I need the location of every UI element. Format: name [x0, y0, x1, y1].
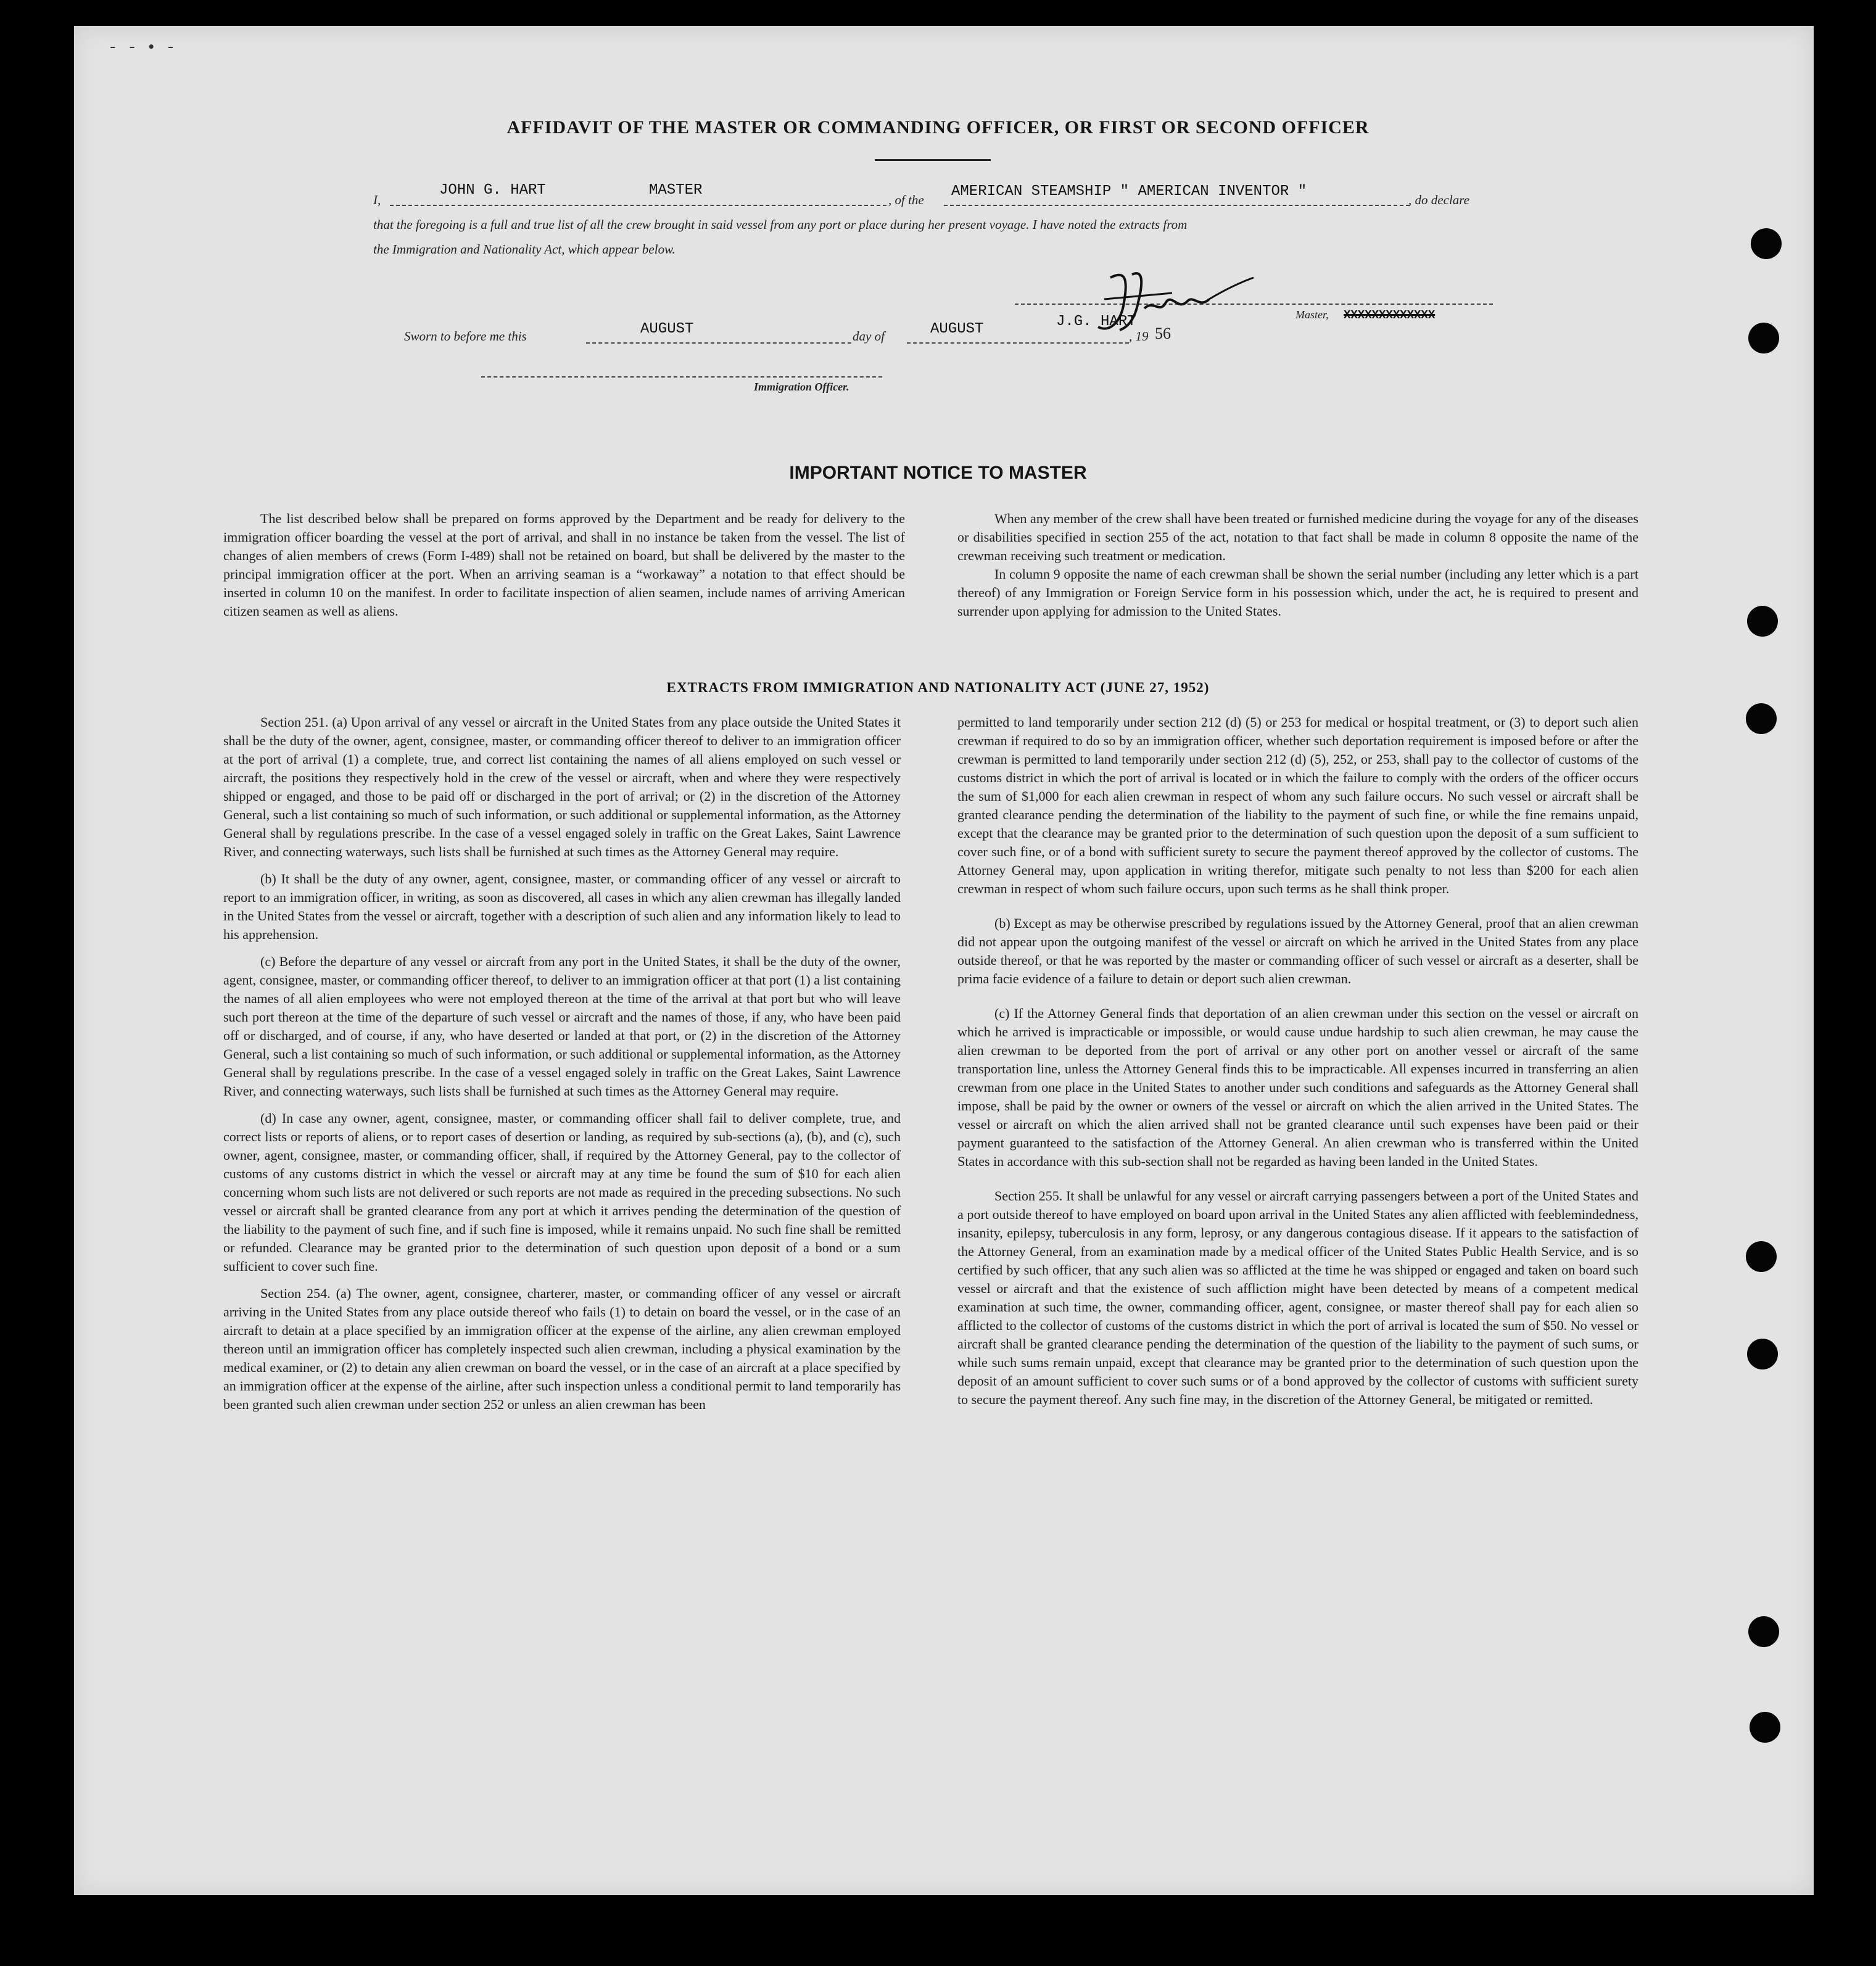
declaration-pronoun: I, [373, 192, 381, 207]
extract-section-255: Section 255. It shall be unlawful for any vessel or aircraft carrying passengers between a port of the United States and a port outside thereof to have employed on board upon arrival in the United States any alien afflicted with feeblemindedness, insanity, epilepsy, tuberculosis in any form, leprosy, or any dangerous contagious disease. If it appears to the satisfaction of the Attorney General, from an examination made by a medical officer of the United States Public Health Service, and is so certified by such officer, that any such alien was so afflicted at the time he was shipped or engaged and taken on board such vessel or aircraft and that the existence of such affliction might have been detected by means of a competent medical examination at such time, the owner, commanding officer, agent, consignee, or master thereof shall pay for each alien so afflicted to the collector of customs of the customs district in which the port of arrival is located the sum of $50. No vessel or aircraft shall be granted clearance pending the determination of the question of the liability to the payment of such sums, or while such sums remain unpaid, except that clearance may be granted prior to the determination of such question upon the deposit of an amount sufficient to cover such sums or of a bond approved by the collector of customs with sufficient surety to secure the payment thereof. Any such fine may, in the discretion of the Attorney General, be mitigated or remitted. [957, 1188, 1638, 1407]
extract-section-254a-continued: permitted to land temporarily under section 212 (d) (5) or 253 for medical or hospital treatment, or (3) to deport such alien crewman if required to do so by an immigration officer, whether such deportation requirement is imposed before or after the crewman is permitted to land temporarily under section 212 (d) (5), 252, or 253, shall pay to the collector of customs of the customs district in which the port of arrival is located or in which the failure to comply with the orders of the officer occurs the sum of $1,000 for each alien crewman in respect of whom any such failure occurs. No such vessel or aircraft shall be granted clearance pending the determination of the liability to the payment of such fine, or while the fine remains unpaid, except that the clearance may be granted prior to the determination of such question upon the deposit of a sum sufficient to cover such fine, or of a bond with sufficient surety to secure the payment thereof approved by the collector of customs. The Attorney General may, upon application in writing therefor, mitigate such penalty to not less than $200 for each alien crewman in respect of whom such failure occurs, upon such terms as he shall think proper. [957, 714, 1638, 896]
punch-hole [1751, 228, 1782, 259]
day-of-label: day of [853, 329, 885, 344]
notice-right-paragraph-1: When any member of the crew shall have been treated or furnished medicine during the voyage for any of the diseases or disabilities specified in section 255 of the act, notation to that fact shall be made in column 8 opposite the name of the crewman receiving such treatment or medication. [957, 511, 1638, 563]
punch-hole [1747, 1339, 1778, 1369]
extract-section-251d: (d) In case any owner, agent, consignee, master, or commanding officer shall fail to deliver complete, true, and correct lists or reports of aliens, or to report cases of desertion or landing, as required by sub-sections (a), (b), and (c), such owner, agent, consignee, master, or commanding officer, shall, if required by the Attorney General, pay to the collector of customs of any customs district in which the vessel or aircraft may at any time be found the sum of $10 for each alien concerning whom such lists are not delivered or such reports are not made as required in the preceding subsections. No such vessel or aircraft shall be granted clearance from any port at which it arrives pending the determination of the question of the liability to the payment of such fine, and if such fine is imposed, while it remains unpaid. No such fine shall be remitted or refunded. Clearance may be granted prior to the determination of such question upon deposit of a bond or a sum sufficient to cover such fine. [223, 1110, 901, 1274]
extract-section-254c: (c) If the Attorney General finds that deportation of an alien crewman under this section on the vessel or aircraft on which he arrived is impracticable or impossible, or would cause undue hardship to such alien crewman, he may cause the alien crewman to be deported from the port of arrival or any other port on another vessel or aircraft of the same transportation line, unless the Attorney General finds this to be impracticable. All expenses incurred in transferring an alien crewman from one place in the United States to another under such conditions and safeguards as the Attorney General shall impose, shall be paid by the owner or owners of the vessel or aircraft on which the alien arrived in the United States. The vessel or aircraft on which the alien arrived shall not be granted clearance until such expenses have been paid or their payment guaranteed to the satisfaction of the Attorney General. An alien crewman who is transferred within the United States in accordance with this sub-section shall not be regarded as having been landed in the United States. [957, 1006, 1638, 1169]
name-line [390, 205, 886, 206]
notice-left-column [223, 510, 905, 629]
do-declare-label: , do declare [1408, 192, 1469, 207]
of-the-label: , of the [888, 192, 924, 207]
extracts-right-column [957, 713, 1638, 1418]
notice-right-column [957, 510, 1638, 629]
sworn-month-line [907, 342, 1129, 344]
punch-hole [1747, 606, 1778, 637]
immigration-officer-line [481, 376, 882, 378]
punch-hole [1748, 323, 1779, 353]
corner-mark: - - • - [108, 38, 176, 57]
rank-value: MASTER [649, 182, 703, 199]
notice-title: IMPORTANT NOTICE TO MASTER [789, 463, 1087, 483]
extracts-title: EXTRACTS FROM IMMIGRATION AND NATIONALITY ACT (JUNE 27, 1952) [666, 680, 1210, 695]
sworn-prefix: Sworn to before me this [404, 329, 527, 344]
extract-section-254a: Section 254. (a) The owner, agent, consignee, charterer, master, or commanding officer of any vessel or aircraft arriving in the United States from any place outside thereof who fails (1) to detain on board the vessel, or in the case of an aircraft to detain at a place specified by an immigration officer at the expense of the airline, any alien crewman employed thereon until an immigration officer has completely inspected such alien crewman, including a physical examination by the medical examiner, or (2) to detain any alien crewman on board the vessel, or in the case of an aircraft at a place specified by an immigration officer at the expense of the airline, after such inspection unless a conditional permit to land temporarily has been granted such alien crewman under section 252 or unless an alien crewman has been [223, 1286, 901, 1412]
notice-right-paragraph-2: In column 9 opposite the name of each crewman shall be shown the serial number (including any letter which is a part thereof) of any Immigration or Foreign Service form in his possession which, under the act, he is required to present and surrender upon applying for admission to the United States. [957, 566, 1638, 619]
year-value: 56 [1155, 324, 1171, 342]
vessel-name-value: AMERICAN STEAMSHIP " AMERICAN INVENTOR " [951, 183, 1307, 200]
extract-section-251c: (c) Before the departure of any vessel or aircraft from any port in the United States, it shall be the duty of the owner, agent, consignee, master, or commanding officer thereof, to deliver to an immigration officer at that port (1) a list containing the names of all alien employees who were not employed thereon at the time of the arrival at that port but who will leave such port thereon at the time of the departure of such vessel or aircraft and the names of those, if any, who have been paid off or discharged, and of course, if any, who have deserted or landed at that port, or (2) in the discretion of the Attorney General, such a list containing so much of such information, or such additional or supplemental information, as the Attorney General shall by regulations prescribe. In the case of a vessel engaged solely in traffic on the Great Lakes, Saint Lawrence River, and connecting waterways, such lists shall be furnished at such times as the Attorney General may require. [223, 954, 901, 1099]
punch-hole [1746, 703, 1777, 734]
notice-left-paragraph: The list described below shall be prepared on forms approved by the Department and be ready for delivery to the immigration officer boarding the vessel at the port of arrival, and shall in no instance be taken from the vessel. The list of changes of alien members of crews (Form I-489) shall not be retained on board, but shall be delivered by the master to the principal immigration officer at the port. When an arriving seaman is a “workaway” a notation to that effect should be inserted in column 10 on the manifest. In order to facilitate inspection of alien seamen, include names of arriving American citizen seamen as well as aliens. [223, 511, 905, 619]
affidavit-title: AFFIDAVIT OF THE MASTER OR COMMANDING OFFICER, OR FIRST OR SECOND OFFICER [506, 117, 1370, 138]
title-rule [875, 159, 991, 161]
punch-hole [1748, 1616, 1779, 1647]
vessel-line [944, 205, 1410, 206]
declaration-body-line-1: that the foregoing is a full and true list of all the crew brought in said vessel from any port or place during her present voyage. I have noted the extracts from [373, 217, 1188, 232]
extract-section-251a: Section 251. (a) Upon arrival of any vessel or aircraft in the United States from any place outside the United States it shall be the duty of the owner, agent, consignee, master, or commanding officer thereof to deliver to an immigration officer at the port of arrival (1) a complete, true, and correct list containing the names of all aliens employed on such vessel or aircraft, the positions they respectively hold in the crew of the vessel or aircraft, when and where they were respectively shipped or engaged, and those to be paid off or discharged in the port of arrival; or (2) in the discretion of the Attorney General, such a list containing so much of such information, or such additional or supplemental information, as the Attorney General shall by regulations prescribe. In the case of a vessel engaged solely in traffic on the Great Lakes, Saint Lawrence River, and connecting waterways, such lists shall be furnished at such times as the Attorney General may require. [223, 714, 901, 859]
extract-section-251b: (b) It shall be the duty of any owner, agent, consignee, master, or commanding officer of any vessel or aircraft to report to an immigration officer, in writing, as soon as discovered, all cases in which any alien crewman has illegally landed in the United States from the vessel or aircraft, together with a description of such alien and any information likely to lead to his apprehension. [223, 871, 901, 942]
extracts-left-column [223, 713, 901, 1423]
signer-typed-name: J.G. HART [1056, 313, 1136, 330]
sworn-day-value: AUGUST [640, 321, 694, 337]
immigration-officer-caption: Immigration Officer. [754, 381, 849, 393]
extract-section-254b: (b) Except as may be otherwise prescribed by regulations issued by the Attorney General, proof that an alien crewman did not appear upon the outgoing manifest of the vessel or aircraft on which he arrived in the United States from any place outside thereof, or that he was reported by the master or commanding officer of such vessel or aircraft as a deserter, shall be prima facie evidence of a failure to detain or deport such alien crewman. [957, 915, 1638, 986]
master-caption: Master, [1295, 308, 1329, 321]
struck-caption: XXXXXXXXXXXXX [1344, 308, 1436, 322]
year-prefix: , 19 [1129, 329, 1149, 344]
declaration-body-line-2: the Immigration and Nationality Act, which appear below. [373, 242, 676, 257]
master-name-value: JOHN G. HART [439, 182, 546, 199]
punch-hole [1746, 1241, 1777, 1272]
sworn-day-line [586, 342, 851, 344]
sworn-month-value: AUGUST [930, 321, 984, 337]
punch-hole [1750, 1712, 1780, 1743]
